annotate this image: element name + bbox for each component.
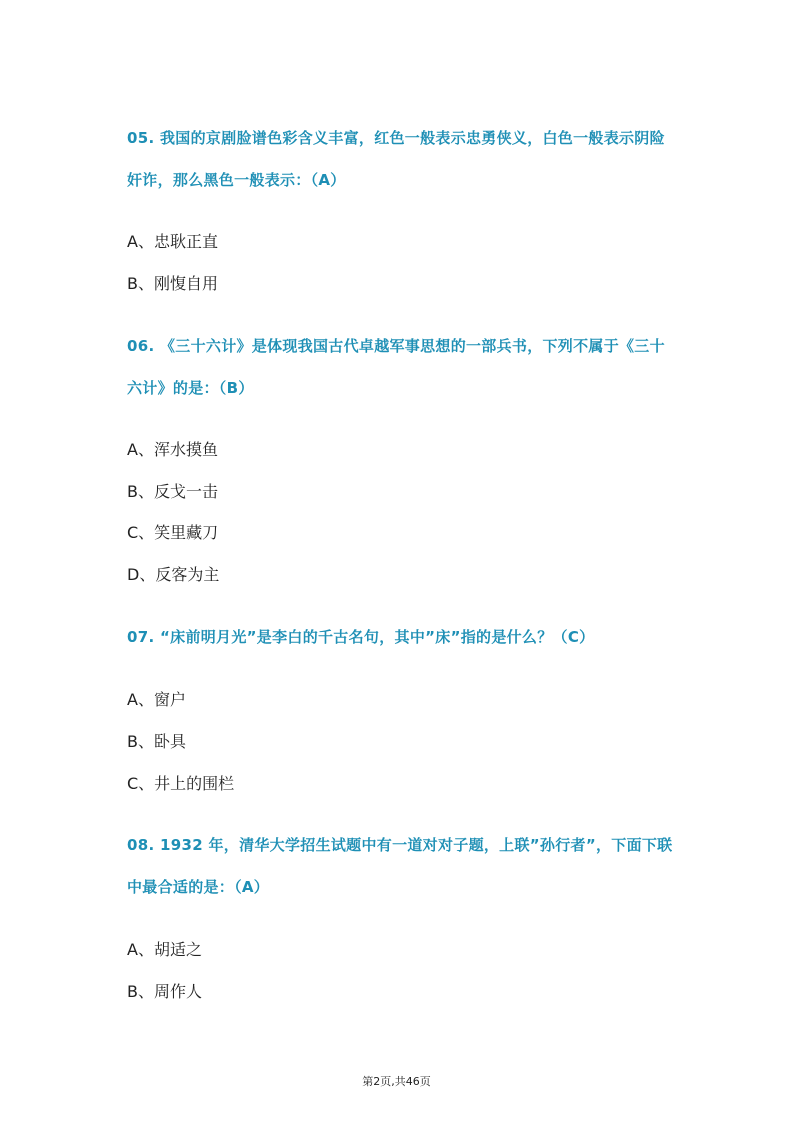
question-05: 05. 我国的京剧脸谱色彩含义丰富，红色一般表示忠勇侠义，白色一般表示阴险奸诈，那么黑色一般表示：（A） — [127, 129, 665, 189]
option-05-a: A、忠耿正直 — [127, 232, 218, 251]
question-07: 07. “床前明月光”是李白的千古名句，其中”床”指的是什么？（C） — [127, 628, 595, 646]
page-number-footer: 第2页,共46页 — [362, 1075, 431, 1088]
option-06-d: D、反客为主 — [127, 565, 220, 584]
option-07-b: B、卧具 — [127, 732, 186, 751]
option-08-b: B、周作人 — [127, 982, 202, 1001]
question-08: 08. 1932 年，清华大学招生试题中有一道对对子题，上联”孙行者”，下面下联中最合适的是：（A） — [127, 836, 673, 896]
option-06-a: A、浑水摸鱼 — [127, 440, 218, 459]
option-06-c: C、笑里藏刀 — [127, 523, 219, 542]
question-06: 06. 《三十六计》是体现我国古代卓越军事思想的一部兵书，下列不属于《三十六计》的是：（B） — [127, 337, 665, 397]
option-05-b: B、刚愎自用 — [127, 274, 218, 293]
option-08-a: A、胡适之 — [127, 940, 202, 959]
option-07-a: A、窗户 — [127, 690, 186, 709]
option-07-c: C、井上的围栏 — [127, 774, 235, 793]
option-06-b: B、反戈一击 — [127, 482, 218, 501]
